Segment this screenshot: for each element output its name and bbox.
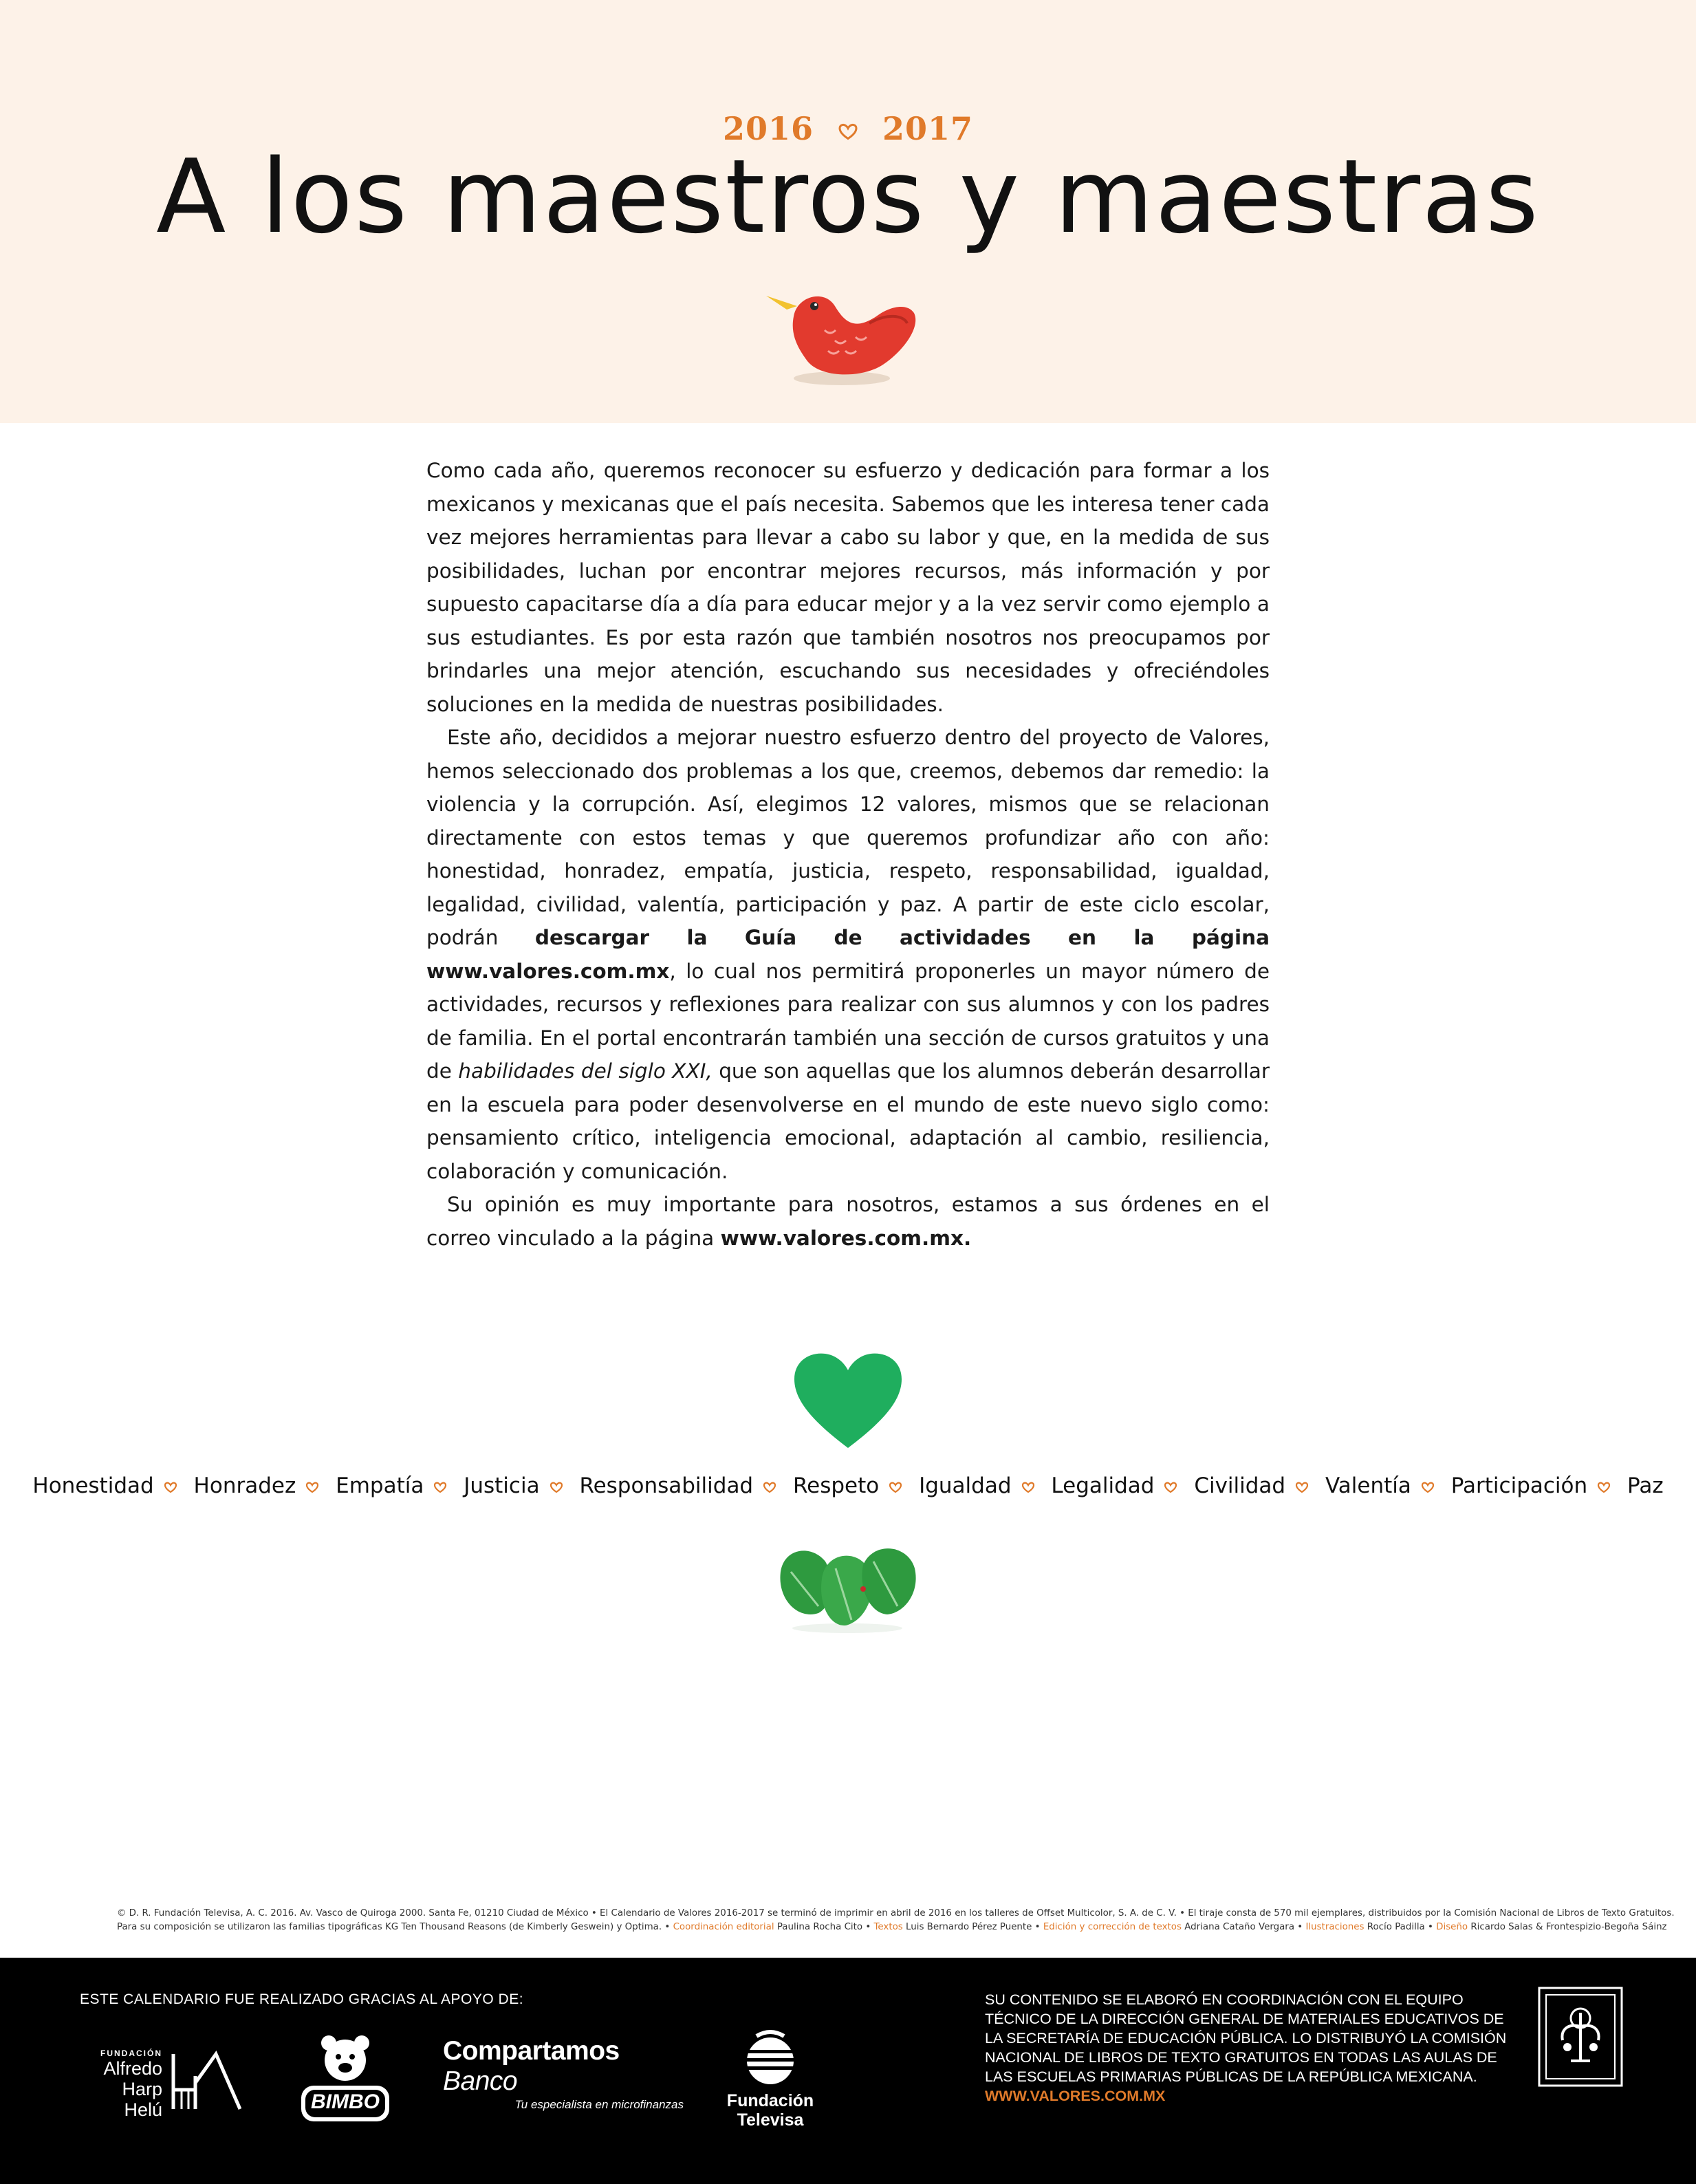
heart-separator-icon (1597, 1480, 1611, 1494)
value-item: Honradez (193, 1473, 296, 1498)
page-title: A los maestros y maestras (156, 138, 1540, 256)
conaliteg-seal-icon (1536, 1985, 1624, 2088)
heart-separator-icon (305, 1480, 319, 1494)
website-link[interactable]: www.valores.com.mx. (720, 1226, 972, 1250)
bimbo-logo (294, 2029, 396, 2132)
bimbo-bear-icon (294, 2029, 396, 2132)
compartamos-banco-logo: Compartamos Banco Tu especialista en microfinanzas (443, 2036, 684, 2111)
heart-separator-icon (889, 1480, 902, 1494)
support-label: ESTE CALENDARIO FUE REALIZADO GRACIAS AL APOYO DE: (80, 1991, 524, 2007)
heart-separator-icon (550, 1480, 563, 1494)
value-item: Igualdad (919, 1473, 1012, 1498)
heart-separator-icon (433, 1480, 447, 1494)
harp-helu-mark-icon (168, 2048, 243, 2112)
value-item: Civilidad (1194, 1473, 1286, 1498)
heart-separator-icon (1164, 1480, 1177, 1494)
values-list (0, 1473, 1696, 1498)
value-item: Paz (1627, 1473, 1664, 1498)
paragraph-1: Como cada año, queremos reconocer su esfuerzo y dedicación para formar a los mexicanos y mexicanas que el país necesita. Sabemos que les interesa tener cada vez mejores herramientas para llevar a cabo su labor y que, en la medida de sus posibilidades, luchan por encontrar mejores recursos, más información y por supuesto capacitarse día a día para educar mejor y a la vez servir como ejemplo a sus estudiantes. Es por esta razón que también nosotros nos preocupamos por brindarles una mejor atención, escuchando sus necesidades y ofreciéndoles soluciones en la medida de nuestras posibilidades. (426, 459, 1270, 716)
letter-body (426, 454, 1270, 1255)
heart-separator-icon (1421, 1480, 1435, 1494)
heart-separator-icon (164, 1480, 177, 1494)
heart-separator-icon (763, 1480, 776, 1494)
credits (117, 1907, 1675, 1934)
heart-separator-icon (1021, 1480, 1035, 1494)
year-end: 2017 (882, 110, 974, 147)
value-item: Justicia (464, 1473, 540, 1498)
year-start: 2016 (722, 110, 814, 147)
green-leaves-icon (770, 1531, 925, 1634)
paragraph-3: Su opinión es muy importante para nosotros, estamos a sus órdenes en el correo vinculado a la página www.valores.com.mx. (426, 1193, 1270, 1250)
bimbo-wordmark: BIMBO (311, 2090, 380, 2113)
website-link[interactable]: WWW.VALORES.COM.MX (985, 2088, 1166, 2104)
value-item: Participación (1450, 1473, 1588, 1498)
value-item: Legalidad (1051, 1473, 1155, 1498)
heart-separator-icon (1295, 1480, 1309, 1494)
fundacion-televisa-logo: Fundación Televisa (722, 2029, 818, 2132)
value-item: Responsabilidad (579, 1473, 754, 1498)
download-guide-link[interactable]: descargar la Guía de actividades en la página www.valores.com.mx (426, 926, 1270, 983)
televisa-mark-icon (722, 2029, 818, 2088)
credits-line-1: © D. R. Fundación Televisa, A. C. 2016. Av. Vasco de Quiroga 2000. Santa Fe, 01210 Ciudad de México • El Calendario de Valores 2016-2017 se terminó de imprimir en abril de 2016 en los talleres de Offset Multicolor, S. A. de C. V. • El tiraje consta de 570 mil ejemplares, distribuidos por la Comisión Nacional de Libros de Texto Gratuitos. (117, 1908, 1675, 1918)
green-heart-icon (791, 1348, 905, 1451)
value-item: Honestidad (32, 1473, 154, 1498)
paragraph-2: Este año, decididos a mejorar nuestro esfuerzo dentro del proyecto de Valores, hemos seleccionado dos problemas a los que, creemos, debemos dar remedio: la violencia y la corrupción. Así, elegimos 12 valores, mismos que se relacionan directamente con estos temas y que queremos profundizar año con año: honestidad, honradez, empatía, justicia, respeto, responsabilidad, igualdad, legalidad, civilidad, valentía, participación y paz. A partir de este ciclo escolar, podrán descargar la Guía de actividades en la página www.valores.com.mx, lo cual nos permitirá proponerles un mayor número de actividades, recursos y reflexiones para realizar con sus alumnos y con los padres de familia. En el portal encontrarán también una sección de cursos gratuitos y una de habilidades del siglo XXI, que son aquellas que los alumnos deberán desarrollar en la escuela para poder desenvolverse en el mundo de este nuevo siglo como: pensamiento crítico, inteligencia emocional, adaptación al cambio, resiliencia, colaboración y comunicación. (426, 726, 1270, 1183)
value-item: Valentía (1325, 1473, 1411, 1498)
red-bird-icon (759, 275, 924, 392)
header-band (0, 0, 1696, 423)
value-item: Empatía (336, 1473, 424, 1498)
value-item: Respeto (792, 1473, 880, 1498)
distribution-info: SU CONTENIDO SE ELABORÓ EN COORDINACIÓN CON EL EQUIPO TÉCNICO DE LA DIRECCIÓN GENERAL DE MATERIALES EDUCATIVOS DE LA SECRETARÍA DE EDUCACIÓN PÚBLICA. LO DISTRIBUYÓ LA COMISIÓN NACIONAL DE LIBROS DE TEXTO GRATUITOS EN TODAS LAS AULAS DE LAS ESCUELAS PRIMARIAS PÚBLICAS DE LA REPÚBLICA MEXICANA. WWW.VALORES.COM.MX (985, 1991, 1507, 2104)
credits-line-2: Para su composición se utilizaron las familias tipográficas KG Ten Thousand Reasons (de Kimberly Geswein) y Optima. • Coordinación editorial Paulina Rocha Cito • Textos Luis Bernardo Pérez Puente • Edición y corrección de textos Adriana Cataño Vergara • Ilustraciones Rocío Padilla • Diseño Ricardo Salas & Frontespizio-Begoña Sáinz (117, 1922, 1667, 1932)
fundacion-harp-helu-logo: FUNDACIÓN Alfredo Harp Helú (80, 2036, 252, 2132)
